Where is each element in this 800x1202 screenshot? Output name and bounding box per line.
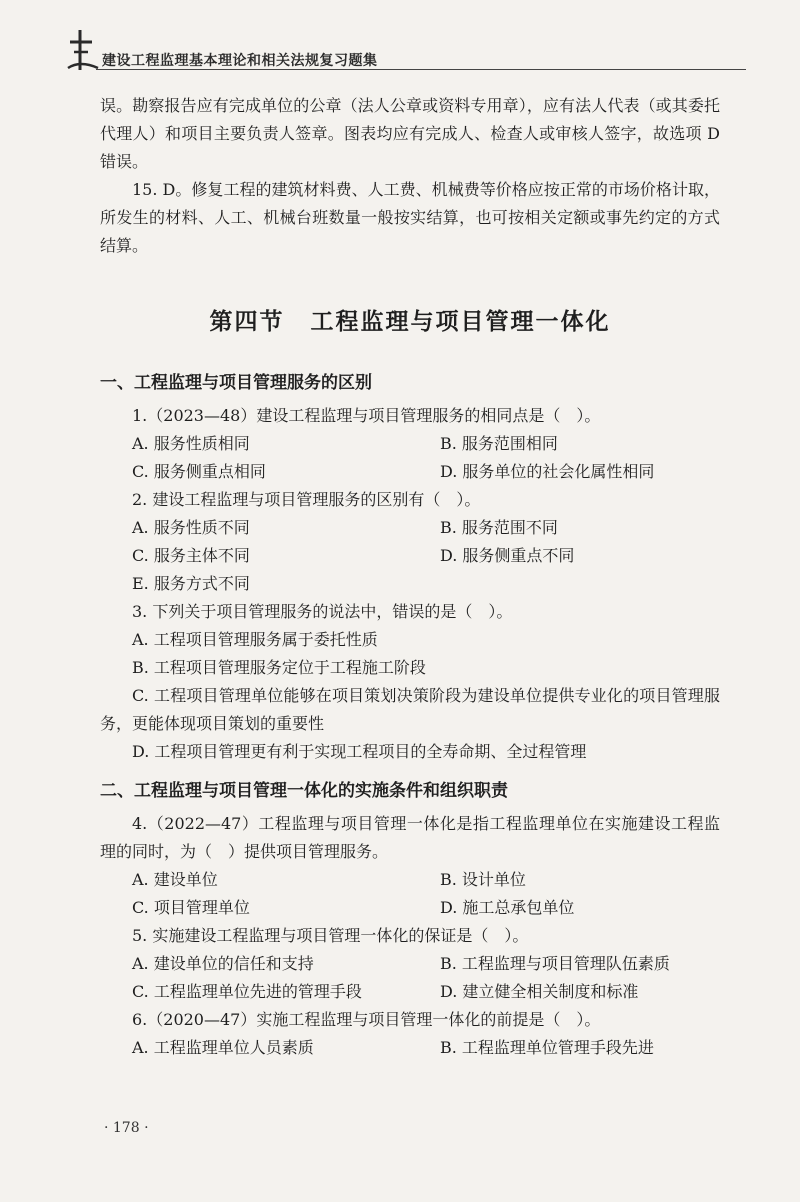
option-a: A. 服务性质不同: [132, 518, 250, 537]
header-rule: [96, 69, 746, 70]
option-d: D. 施工总承包单位: [440, 898, 575, 917]
section-title: [100, 306, 720, 338]
page-content: [100, 92, 720, 1062]
section-name: 工程监理与项目管理一体化: [310, 309, 611, 335]
question-5-options: [100, 950, 720, 1006]
option-a: A. 服务性质相同: [132, 434, 250, 453]
option-c: C. 项目管理单位: [132, 898, 250, 917]
intro-paragraph: 误。勘察报告应有完成单位的公章（法人公章或资料专用章），应有法人代表（或其委托代理人）和项目主要负责人签章。图表均应有完成人、检查人或审核人签字，故选项 D 错误。: [100, 96, 720, 171]
running-title: 建设工程监理基本理论和相关法规复习题集: [102, 53, 378, 69]
option-c: C. 服务侧重点相同: [132, 462, 266, 481]
option-d: D. 工程项目管理更有利于实现工程项目的全寿命期、全过程管理: [132, 742, 587, 761]
question-6: 6.（2020—47）实施工程监理与项目管理一体化的前提是（ ）。: [132, 1010, 601, 1029]
option-b: B. 工程项目管理服务定位于工程施工阶段: [132, 658, 426, 677]
question-4-options: [100, 866, 720, 922]
option-e: E. 服务方式不同: [132, 574, 250, 593]
option-b: B. 服务范围不同: [440, 518, 558, 537]
option-a: A. 工程监理单位人员素质: [132, 1038, 314, 1057]
option-b: B. 工程监理与项目管理队伍素质: [440, 954, 670, 973]
question-1: 1.（2023—48）建设工程监理与项目管理服务的相同点是（ ）。: [132, 406, 601, 425]
option-b: B. 设计单位: [440, 870, 526, 889]
option-b: B. 工程监理单位管理手段先进: [440, 1038, 654, 1057]
subsection-heading-1: 一、工程监理与项目管理服务的区别: [100, 373, 372, 393]
answer-15-paragraph: 15. D。修复工程的建筑材料费、人工费、机械费等价格应按正常的市场价格计取，所发生的材料、人工、机械台班数量一般按实结算，也可按相关定额或事先约定的方式结算。: [100, 180, 720, 255]
question-2-options: [100, 514, 720, 570]
option-c: C. 工程项目管理单位能够在项目策划决策阶段为建设单位提供专业化的项目管理服务，更能体现项目策划的重要性: [100, 686, 720, 733]
question-6-options: [100, 1034, 720, 1062]
question-5: 5. 实施建设工程监理与项目管理一体化的保证是（ ）。: [132, 926, 529, 945]
section-number: 第四节: [209, 309, 285, 335]
option-a: A. 建设单位的信任和支持: [132, 954, 314, 973]
book-series-logo-icon: [66, 28, 100, 72]
question-4: 4.（2022—47）工程监理与项目管理一体化是指工程监理单位在实施建设工程监理的同时，为（ ）提供项目管理服务。: [100, 814, 720, 861]
question-2: 2. 建设工程监理与项目管理服务的区别有（ ）。: [132, 490, 481, 509]
option-d: D. 服务单位的社会化属性相同: [440, 462, 655, 481]
page-header: [66, 20, 746, 80]
question-1-options: [100, 430, 720, 486]
option-d: D. 服务侧重点不同: [440, 546, 575, 565]
option-c: C. 工程监理单位先进的管理手段: [132, 982, 362, 1001]
option-d: D. 建立健全相关制度和标准: [440, 982, 639, 1001]
page-number: · 178 ·: [104, 1120, 149, 1136]
option-b: B. 服务范围相同: [440, 434, 558, 453]
option-c: C. 服务主体不同: [132, 546, 250, 565]
question-3: 3. 下列关于项目管理服务的说法中，错误的是（ ）。: [132, 602, 513, 621]
subsection-heading-2: 二、工程监理与项目管理一体化的实施条件和组织职责: [100, 781, 508, 801]
option-a: A. 工程项目管理服务属于委托性质: [132, 630, 378, 649]
option-a: A. 建设单位: [132, 870, 218, 889]
